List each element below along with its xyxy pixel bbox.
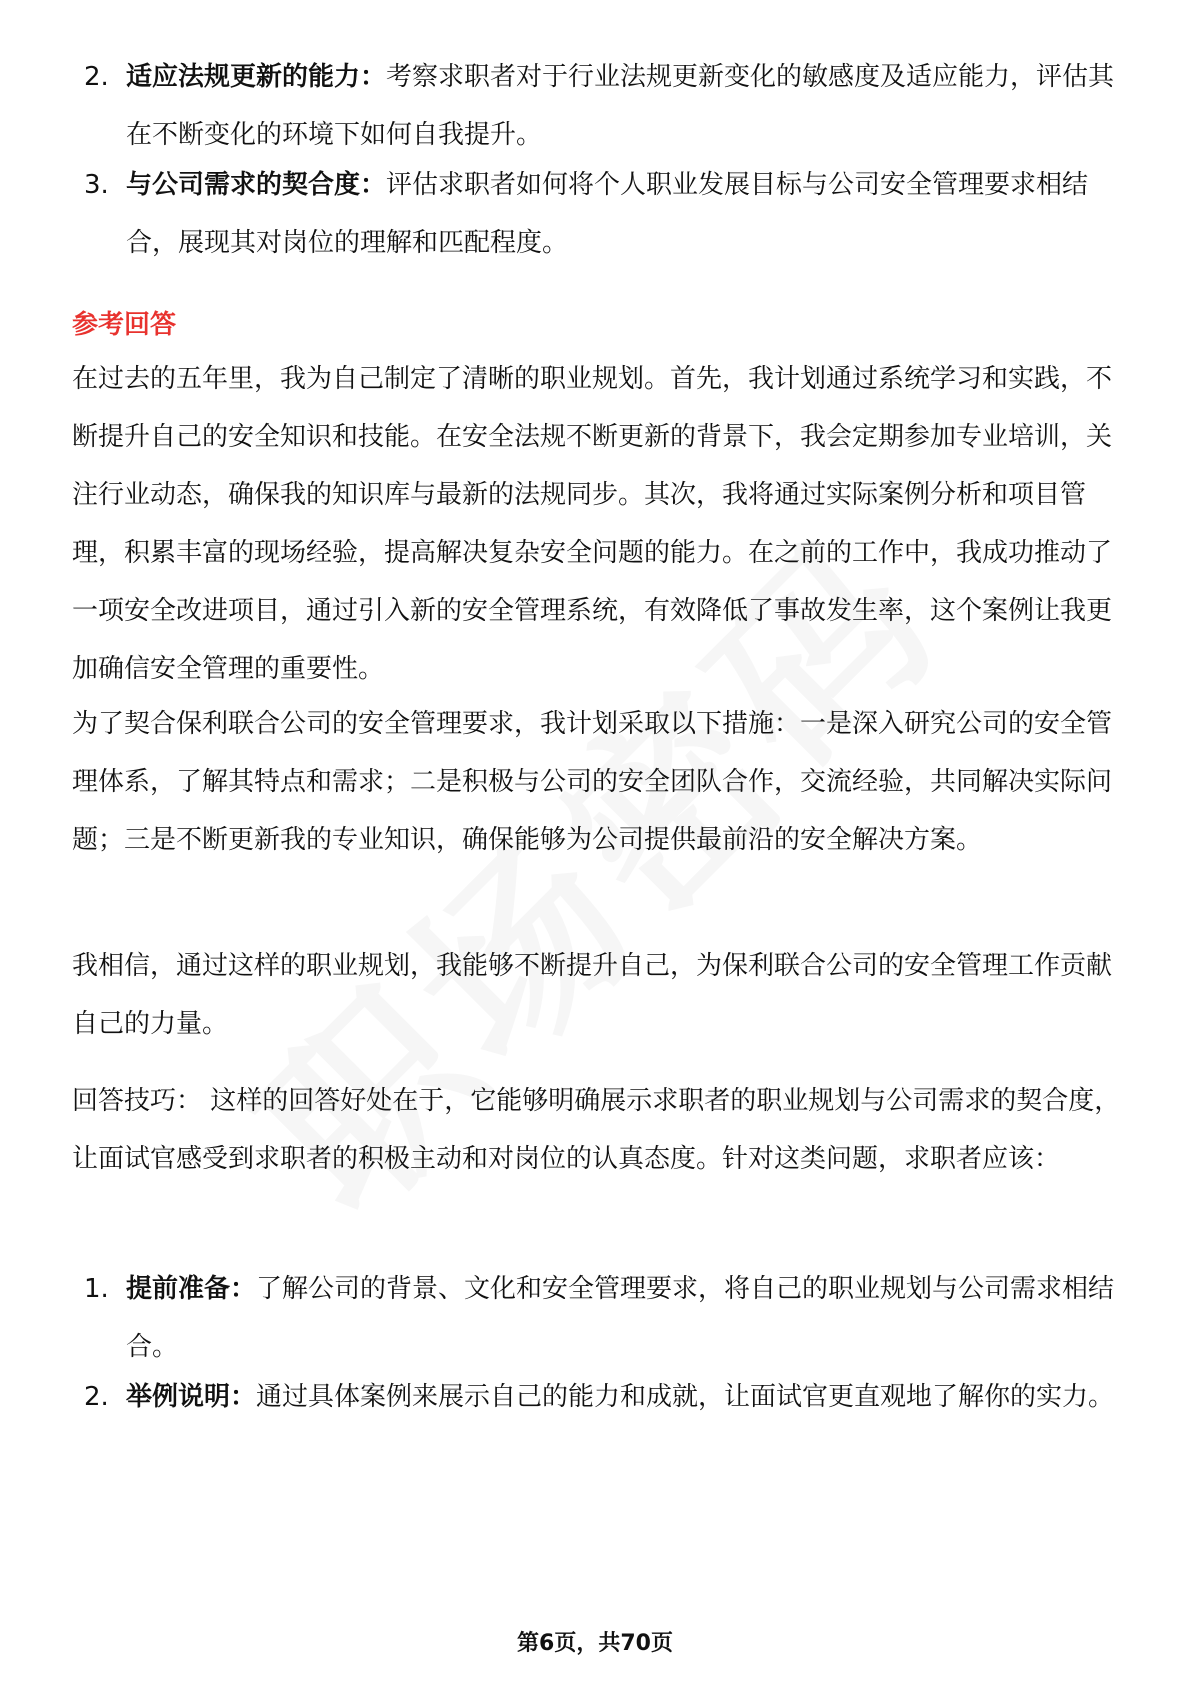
list-number: 2.: [84, 1382, 109, 1412]
list-item: [72, 1260, 1122, 1376]
list-item-label: 举例说明：: [126, 1382, 257, 1412]
list-number: 1.: [84, 1274, 109, 1304]
list-number: 2.: [84, 62, 109, 92]
list-item-label: 与公司需求的契合度：: [126, 170, 387, 200]
list-item: [72, 1368, 1122, 1426]
criteria-list: [72, 48, 1122, 272]
section-heading: 参考回答: [72, 310, 177, 340]
tips-paragraph: 回答技巧： 这样的回答好处在于，它能够明确展示求职者的职业规划与公司需求的契合度，让面试官感受到求职者的积极主动和对岗位的认真态度。针对这类问题，求职者应该：: [72, 1086, 1121, 1174]
list-item: [72, 48, 1122, 164]
list-item: [72, 156, 1122, 272]
list-item-text: 了解公司的背景、文化和安全管理要求，将自己的职业规划与公司需求相结合。: [126, 1274, 1115, 1362]
list-item-label: 适应法规更新的能力：: [126, 62, 387, 92]
page-number: 第6页，共70页: [517, 1631, 673, 1656]
tips-list: [72, 1260, 1122, 1426]
list-item-text: 考察求职者对于行业法规更新变化的敏感度及适应能力，评估其在不断变化的环境下如何自我提升。: [126, 62, 1115, 150]
list-item-label: 提前准备：: [126, 1274, 257, 1304]
list-item-text: 通过具体案例来展示自己的能力和成就，让面试官更直观地了解你的实力。: [256, 1382, 1115, 1412]
answer-paragraph: 在过去的五年里，我为自己制定了清晰的职业规划。首先，我计划通过系统学习和实践，不断提升自己的安全知识和技能。在安全法规不断更新的背景下，我会定期参加专业培训，关注行业动态，确保我的知识库与最新的法规同步。其次，我将通过实际案例分析和项目管理，积累丰富的现场经验，提高解决复杂安全问题的能力。在之前的工作中，我成功推动了一项安全改进项目，通过引入新的安全管理系统，有效降低了事故发生率，这个案例让我更加确信安全管理的重要性。: [72, 364, 1113, 684]
list-item-text: 评估求职者如何将个人职业发展目标与公司安全管理要求相结合，展现其对岗位的理解和匹配程度。: [126, 170, 1089, 258]
list-number: 3.: [84, 170, 109, 200]
answer-paragraph: 我相信，通过这样的职业规划，我能够不断提升自己，为保利联合公司的安全管理工作贡献自己的力量。: [72, 951, 1113, 1039]
answer-paragraph: 为了契合保利联合公司的安全管理要求，我计划采取以下措施：一是深入研究公司的安全管理体系，了解其特点和需求；二是积极与公司的安全团队合作，交流经验，共同解决实际问题；三是不断更新我的专业知识，确保能够为公司提供最前沿的安全解决方案。: [72, 709, 1113, 855]
